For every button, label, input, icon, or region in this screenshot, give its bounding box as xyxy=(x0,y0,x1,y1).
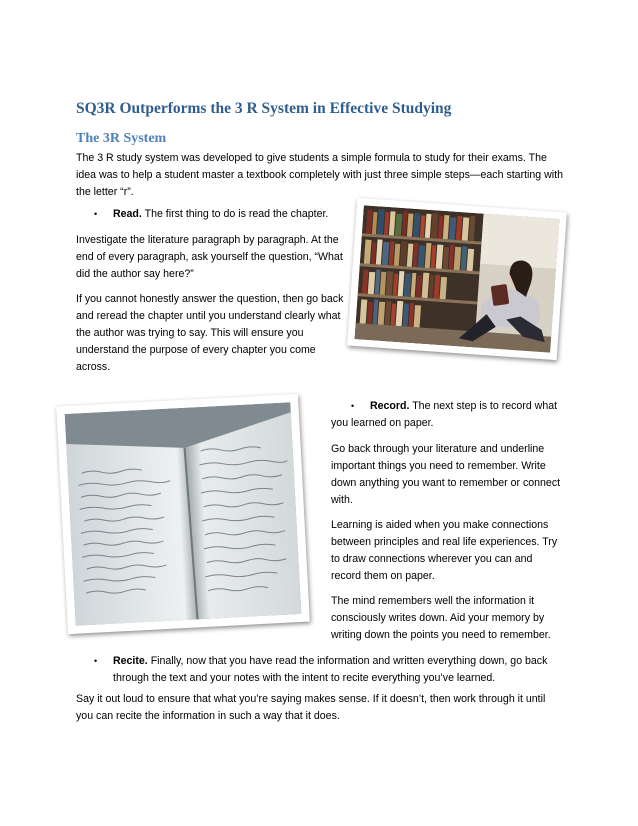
record-label: Record. xyxy=(370,400,410,412)
library-student-image xyxy=(355,205,560,352)
read-label: Read. xyxy=(113,208,142,220)
bullet-icon: • xyxy=(94,209,98,219)
record-paragraph-2: Learning is aided when you make connections between principles and real life experiences. Try to draw connections wherever you can and record them on paper. xyxy=(331,519,558,582)
notebook-image xyxy=(65,402,302,626)
bullet-icon: • xyxy=(351,401,355,411)
section-heading: The 3R System xyxy=(76,131,167,146)
recite-bullet xyxy=(113,653,565,687)
read-text: The first thing to do is read the chapter. xyxy=(141,208,329,220)
read-paragraph-1: Investigate the literature paragraph by paragraph. At the end of every paragraph, ask yourself the question, “What did the author say here?” xyxy=(76,234,343,280)
library-reading-photo xyxy=(347,198,567,360)
recite-text: Finally, now that you have read the information and written everything down, go back through the text and your notes with the intent to recite everything you’ve learned. xyxy=(113,655,548,684)
open-notebook-photo xyxy=(56,394,310,634)
read-paragraph-2: If you cannot honestly answer the question, then go back and reread the chapter until you understand clearly what the author was trying to say. This will ensure you understand the purpose of every chapter you come across. xyxy=(76,293,344,373)
record-paragraph-3: The mind remembers well the information it consciously writes down. Aid your memory by writing down the points you need to remember. xyxy=(331,595,551,641)
recite-paragraph-1: Say it out loud to ensure that what you’re saying makes sense. If it doesn’t, then work through it until you can recite the information in such a way that it does. xyxy=(76,693,546,722)
read-bullet xyxy=(113,206,353,223)
record-text: The next step is to record what you learned on paper. xyxy=(331,400,558,429)
intro-paragraph: The 3 R study system was developed to give students a simple formula to study for their exams. The idea was to help a student master a textbook completely with just three simple steps—each starting with the letter “r”. xyxy=(76,152,563,198)
page-title: SQ3R Outperforms the 3 R System in Effective Studying xyxy=(76,100,452,117)
record-bullet xyxy=(331,398,561,432)
bullet-icon: • xyxy=(94,656,98,666)
record-paragraph-1: Go back through your literature and underline important things you need to remember. Write down anything you want to remember or connect with. xyxy=(331,443,561,506)
recite-label: Recite. xyxy=(113,655,148,667)
